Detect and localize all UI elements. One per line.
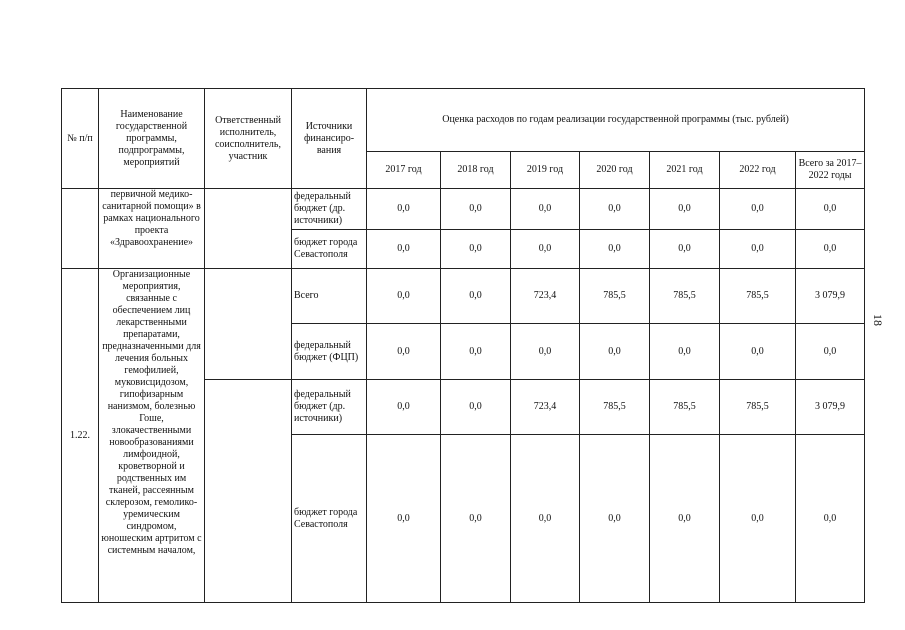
table-row [62, 189, 865, 230]
col-header-responsible: Ответственный исполнитель, соисполнитель, участник [205, 89, 292, 189]
value-cell-total: 3 079,9 [796, 269, 865, 324]
value-cell: 0,0 [650, 324, 720, 380]
value-cell: 723,4 [511, 380, 580, 435]
value-cell-total: 0,0 [796, 230, 865, 269]
value-cell-total: 0,0 [796, 324, 865, 380]
value-cell: 0,0 [367, 324, 441, 380]
value-cell: 785,5 [650, 269, 720, 324]
value-cell: 0,0 [720, 230, 796, 269]
value-cell: 0,0 [367, 435, 441, 603]
value-cell: 0,0 [511, 435, 580, 603]
value-cell: 723,4 [511, 269, 580, 324]
table-row [62, 269, 865, 324]
source-cell: федеральный бюджет (др. источники) [292, 189, 367, 230]
value-cell: 0,0 [441, 269, 511, 324]
value-cell: 0,0 [367, 189, 441, 230]
source-cell: Всего [292, 269, 367, 324]
year-header: 2020 год [580, 152, 650, 189]
col-header-num: № п/п [62, 89, 99, 189]
value-cell: 0,0 [441, 435, 511, 603]
row-num: 1.22. [62, 269, 99, 603]
value-cell: 785,5 [580, 380, 650, 435]
value-cell-total: 0,0 [796, 435, 865, 603]
row-num-empty [62, 189, 99, 269]
value-cell: 0,0 [580, 435, 650, 603]
value-cell: 0,0 [580, 230, 650, 269]
year-header: 2017 год [367, 152, 441, 189]
value-cell-total: 3 079,9 [796, 380, 865, 435]
col-header-name: Наименование государственной программы, подпрограммы, мероприятий [99, 89, 205, 189]
header-row [62, 89, 865, 152]
responsible-cell [205, 269, 292, 380]
value-cell: 0,0 [720, 324, 796, 380]
value-cell: 0,0 [720, 189, 796, 230]
year-header-total: Всего за 2017–2022 годы [796, 152, 865, 189]
value-cell: 0,0 [367, 269, 441, 324]
value-cell: 0,0 [367, 230, 441, 269]
value-cell: 0,0 [650, 230, 720, 269]
responsible-cell [205, 189, 292, 269]
value-cell-total: 0,0 [796, 189, 865, 230]
value-cell: 0,0 [511, 324, 580, 380]
year-header: 2018 год [441, 152, 511, 189]
value-cell: 0,0 [650, 435, 720, 603]
value-cell: 785,5 [720, 380, 796, 435]
responsible-cell [205, 380, 292, 603]
value-cell: 0,0 [511, 230, 580, 269]
value-cell: 0,0 [720, 435, 796, 603]
value-cell: 0,0 [580, 324, 650, 380]
value-cell: 785,5 [580, 269, 650, 324]
value-cell: 0,0 [511, 189, 580, 230]
source-cell: бюджет города Севастополя [292, 230, 367, 269]
source-cell: федеральный бюджет (ФЦП) [292, 324, 367, 380]
value-cell: 0,0 [441, 324, 511, 380]
year-header: 2021 год [650, 152, 720, 189]
value-cell: 0,0 [650, 189, 720, 230]
value-cell: 0,0 [367, 380, 441, 435]
col-header-sources: Источники финансиро-вания [292, 89, 367, 189]
measure-name: Организационные мероприятия, связанные с обеспечением лиц лекарственными препаратами, предназначенными для лечения больных гемофилией, муковисцидозом, гипофизарным нанизмом, болезнью Гоше, злокачественными новообразованиями лимфоидной, кроветворной и родственных им тканей, рассеянным склерозом, гемолико-уремическим синдромом, юношеским артритом с системным началом, [99, 269, 205, 603]
year-header: 2019 год [511, 152, 580, 189]
value-cell: 785,5 [720, 269, 796, 324]
value-cell: 0,0 [580, 189, 650, 230]
value-cell: 0,0 [441, 189, 511, 230]
measure-name: первичной медико-санитарной помощи» в рамках национального проекта «Здравоохранение» [99, 189, 205, 269]
expenditure-table [61, 88, 865, 603]
page-number: 18 [871, 314, 885, 326]
col-header-estimate: Оценка расходов по годам реализации государственной программы (тыс. рублей) [367, 89, 865, 152]
value-cell: 0,0 [441, 230, 511, 269]
source-cell: бюджет города Севастополя [292, 435, 367, 603]
source-cell: федеральный бюджет (др. источники) [292, 380, 367, 435]
year-header: 2022 год [720, 152, 796, 189]
value-cell: 785,5 [650, 380, 720, 435]
value-cell: 0,0 [441, 380, 511, 435]
